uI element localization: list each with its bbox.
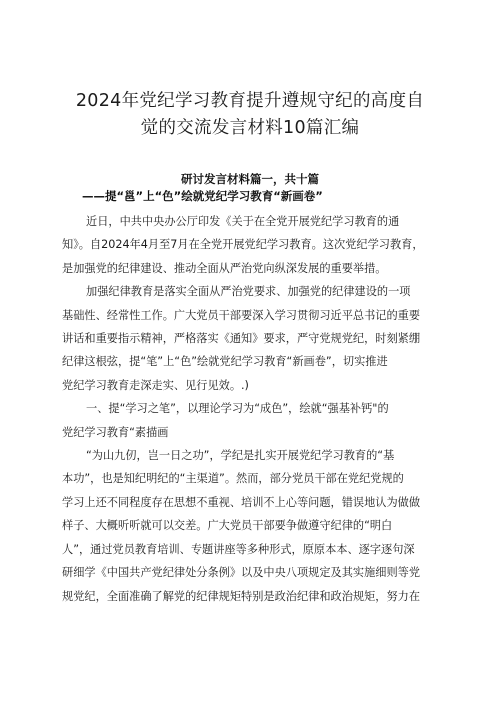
title-line: 觉的交流发言材料10篇汇编 (140, 118, 360, 138)
body-line: 加强纪律教育是落实全面从严治党要求、加强党的纪律建设的一项 (86, 285, 411, 299)
body-line: 讲话和重要指示精神，严格落实《通知》要求，严守党规党纪，时刻紧绷 (62, 332, 421, 346)
body-line: “为山九仞，岂一日之功”，学纪是扎实开展党纪学习教育的“基 (86, 449, 395, 463)
body-line: 党纪学习教育“素描画 (62, 425, 169, 439)
body-line: 本功”，也是知纪明纪的“主渠道”。然而，部分党员干部在党纪党规的 (62, 472, 404, 486)
body-line: 是加强党的纪律建设、推动全面从严治党向纵深发展的重要举措。 (62, 261, 387, 275)
body-line: 样子、大概听听就可以交差。广大党员干部要争做遵守纪律的“明白 (62, 519, 393, 533)
section-heading: 研讨发言材料篇一，共十篇 (181, 172, 319, 186)
body-line: 纪律这根弦，提“笔”上“色”绘就党纪学习教育“新画卷”，切实推进 (62, 355, 388, 369)
body-line: 人”，通过党员教育培训、专题讲座等多种形式，原原本本、逐字逐句深 (62, 542, 415, 556)
section-subheading: ——提“邕”上“色”绘就党纪学习教育“新画卷” (82, 189, 323, 203)
body-line: 基础性、经常性工作。广大党员干部要深入学习贯彻习近平总书记的重要 (62, 308, 421, 322)
body-line: 近日，中共中央办公厅印发《关于在全党开展党纪学习教育的通 (86, 215, 400, 228)
body-line: 党纪学习教育走深走实、见行见效。.) (62, 378, 249, 392)
body-line: 一、提“学习之笔”，以理论学习为“成色”，绘就“强基补钙"的 (86, 402, 389, 416)
document-body (62, 210, 442, 608)
body-line: 研细学《中国共产党纪律处分条例》以及中央八项规定及其实施细则等党 (62, 566, 421, 580)
body-line: 知》。自2024年4月至7月在全党开展党纪学习教育。这次党纪学习教育， (62, 238, 424, 252)
body-line: 学习上还不同程度存在思想不重视、培训不上心等问题，错误地认为做做 (62, 495, 421, 509)
document-title (60, 88, 440, 142)
title-line: 2024年党纪学习教育提升遵规守纪的高度自 (75, 91, 425, 111)
body-line: 规党纪，全面准确了解党的纪律规矩特别是政治纪律和政治规矩，努力在 (62, 589, 421, 603)
